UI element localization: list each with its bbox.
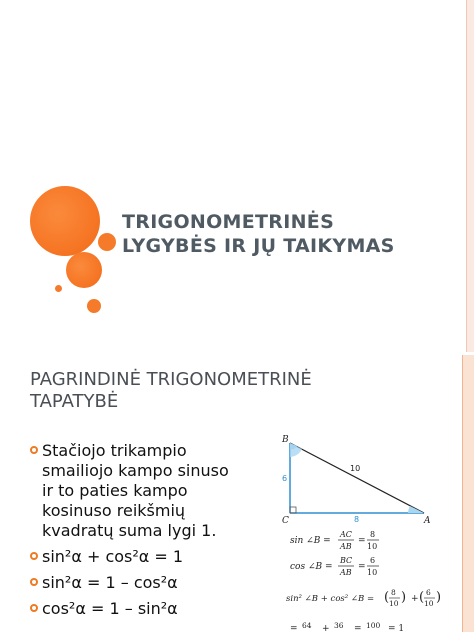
eq-last-a-num: 64 bbox=[302, 621, 312, 630]
bullet-marker-icon bbox=[30, 578, 38, 586]
content-title-line2: TAPATYBĖ bbox=[30, 391, 119, 412]
eq-last-c-num: 100 bbox=[366, 621, 381, 630]
eq-sin-frac2-den: 10 bbox=[367, 542, 378, 551]
bullet-formula bbox=[30, 599, 270, 619]
bullet-line: kosinuso reikšmių bbox=[42, 501, 186, 520]
paren-left: ( bbox=[419, 590, 425, 605]
formula-text: cos²α = 1 – sin²α bbox=[42, 599, 178, 618]
eq-sum-a-den: 10 bbox=[389, 599, 399, 608]
bullet-marker-icon bbox=[30, 446, 38, 454]
slide-title bbox=[122, 210, 462, 258]
orange-circle-dot bbox=[55, 285, 62, 292]
vertex-b-label: B bbox=[282, 435, 289, 445]
eq-sin-lhs: sin ∠B = bbox=[290, 536, 331, 546]
slide-title-line2: LYGYBĖS IR JŲ TAIKYMAS bbox=[122, 235, 395, 257]
vertex-c-label: C bbox=[282, 516, 289, 526]
slide-title-line1: TRIGONOMETRINĖS bbox=[122, 211, 335, 233]
orange-circle-tiny bbox=[87, 299, 101, 313]
bullet-formula bbox=[30, 547, 270, 567]
eq-sin-frac2-num: 8 bbox=[370, 530, 376, 539]
equals-sign: = bbox=[358, 562, 366, 572]
bullet-marker-icon bbox=[30, 604, 38, 612]
side-ab-label: 10 bbox=[350, 464, 361, 473]
eq-sum-b-num: 6 bbox=[426, 588, 431, 597]
paren-right: ) bbox=[401, 590, 407, 605]
eq-sum-b-den: 10 bbox=[424, 599, 434, 608]
eq-sum-a-num: 8 bbox=[391, 588, 396, 597]
eq-cos-lhs: cos ∠B = bbox=[290, 562, 333, 572]
plus-sign: + bbox=[322, 624, 330, 632]
eq-last-result: = 1 bbox=[388, 624, 405, 632]
orange-circle-large bbox=[30, 186, 100, 256]
equals-sign: = bbox=[354, 624, 362, 632]
triangle-figure bbox=[278, 433, 458, 632]
bullet-line: smailiojo kampo sinuso bbox=[42, 461, 229, 480]
side-ca-label: 8 bbox=[354, 515, 360, 524]
side-ab bbox=[290, 443, 424, 513]
eq-sin-frac1-num: AC bbox=[340, 530, 352, 539]
bullet-line: Stačiojo trikampio bbox=[42, 441, 187, 460]
eq-cos-frac2-den: 10 bbox=[367, 568, 378, 577]
eq-cos-frac1-den: AB bbox=[340, 568, 352, 577]
eq-cos-frac2-num: 6 bbox=[370, 556, 376, 565]
paren-left: ( bbox=[384, 590, 390, 605]
content-slide bbox=[0, 355, 474, 632]
paren-right: ) bbox=[436, 590, 442, 605]
equals-sign: = bbox=[358, 536, 366, 546]
right-triangle-diagram bbox=[278, 433, 458, 632]
formula-text: sin²α + cos²α = 1 bbox=[42, 547, 184, 566]
bullet-line: ir to paties kampo bbox=[42, 481, 188, 500]
eq-sin-frac1-den: AB bbox=[340, 542, 352, 551]
angle-b-fill bbox=[290, 443, 302, 457]
bullet-marker-icon bbox=[30, 552, 38, 560]
formula-text: sin²α = 1 – cos²α bbox=[42, 573, 178, 592]
equals-sign: = bbox=[290, 624, 298, 632]
right-angle-marker bbox=[290, 507, 296, 513]
bullet-list bbox=[30, 441, 270, 625]
eq-last-b-num: 36 bbox=[334, 621, 344, 630]
bullet-formula bbox=[30, 573, 270, 593]
bullet-line: kvadratų suma lygi 1. bbox=[42, 521, 217, 540]
plus-sign: + bbox=[411, 594, 419, 604]
angle-a-fill bbox=[408, 506, 424, 513]
eq-cos-frac1-num: BC bbox=[340, 556, 353, 565]
slide-edge-decoration bbox=[462, 355, 474, 632]
orange-circle-small bbox=[98, 233, 116, 251]
orange-circle-medium bbox=[66, 252, 102, 288]
bullet-definition bbox=[30, 441, 270, 541]
vertex-a-label: A bbox=[424, 516, 431, 526]
eq-sum-lhs: sin² ∠B + cos² ∠B = bbox=[286, 594, 375, 604]
slide-edge-decoration bbox=[466, 0, 474, 352]
content-title-line1: PAGRINDINĖ TRIGONOMETRINĖ bbox=[30, 369, 312, 390]
side-bc-label: 6 bbox=[282, 474, 288, 483]
content-slide-title bbox=[30, 369, 410, 413]
